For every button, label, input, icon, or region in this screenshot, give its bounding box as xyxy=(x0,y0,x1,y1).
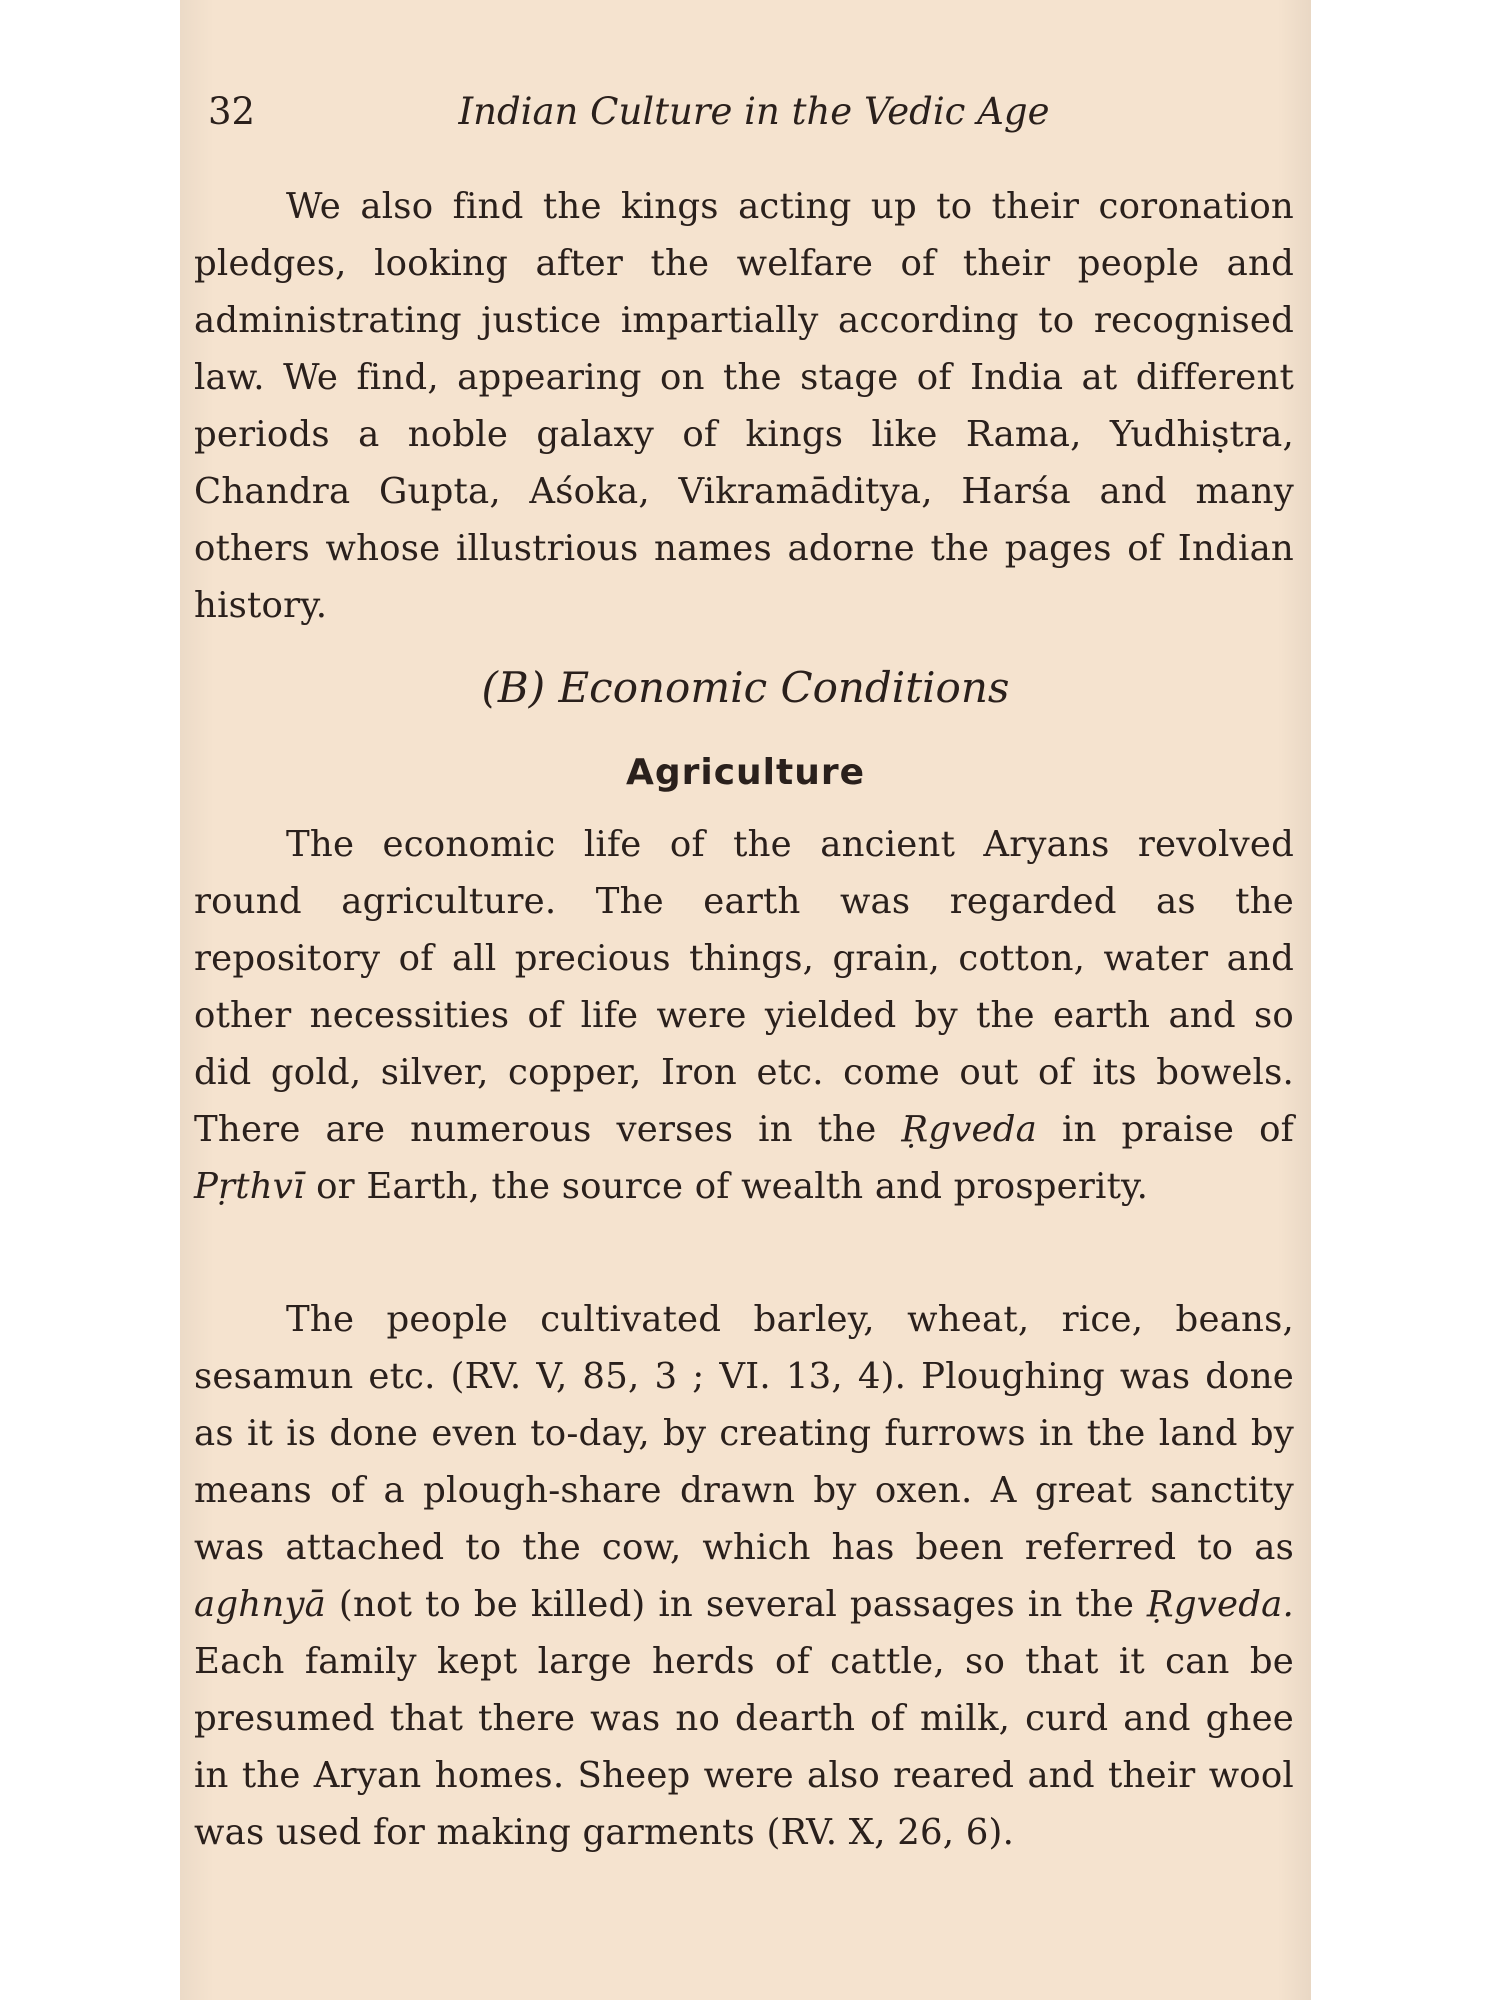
paragraph-economic-life xyxy=(194,816,1294,1215)
text-span: in praise of xyxy=(1037,1109,1294,1150)
text-span: or Earth, the source of wealth and prosperity. xyxy=(304,1166,1149,1207)
subsection-heading: Agriculture xyxy=(625,752,866,793)
running-title: Indian Culture in the Vedic Age xyxy=(458,90,1050,133)
text-span: The economic life of the ancient Aryans revolved round agriculture. The earth was regarded as the repository of all precious things, grain, cotton, water and other necessities of life were yielded by the earth and so did gold, silver, copper, Iron etc. come out of its bowels. There are numerous verses in the xyxy=(194,824,1294,1150)
italic-term: Ṛgveda xyxy=(901,1109,1037,1150)
text-span: Each family kept large herds of cattle, so that it can be presumed that there was no dearth of milk, curd and ghee in the Aryan homes. Sheep were also reared and their wool was used for making garments (RV. X, 26, 6). xyxy=(194,1641,1294,1853)
paragraph-cultivation xyxy=(194,1291,1294,1861)
italic-term: aghnyā xyxy=(194,1584,327,1625)
italic-term: Ṛgveda. xyxy=(1146,1584,1294,1625)
text-span: The people cultivated barley, wheat, rice, beans, sesamun etc. (RV. V, 85, 3 ; VI. 13, 4). Ploughing was done as it is done even to-day, by creating furrows in the land by means of a plough-share drawn by oxen. A great sanctity was attached to the cow, which has been referred to as xyxy=(194,1299,1294,1568)
book-page xyxy=(180,0,1311,2000)
text-span: (not to be killed) in several passages in the xyxy=(326,1584,1147,1625)
paragraph-kings: We also find the kings acting up to their coronation pledges, looking after the welfare of their people and administrating justice impartially according to recognised law. We find, appearing on the stage of India at different periods a noble galaxy of kings like Rama, Yudhiṣtra, Chandra Gupta, Aśoka, Vikramāditya, Harśa and many others whose illustrious names adorne the pages of Indian history. xyxy=(194,186,1294,626)
section-heading: (B) Economic Conditions xyxy=(481,663,1010,712)
page-header xyxy=(194,84,1294,140)
page-number: 32 xyxy=(208,90,256,133)
italic-term: Pṛthvī xyxy=(194,1166,305,1207)
